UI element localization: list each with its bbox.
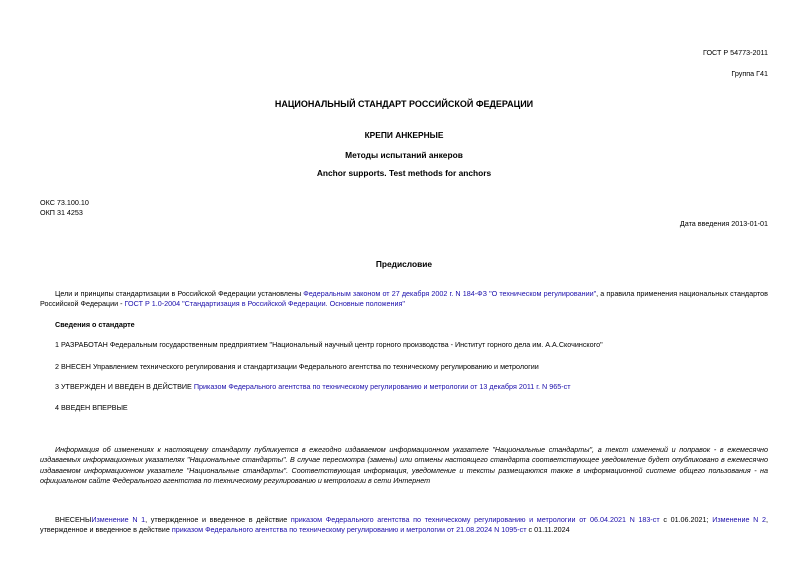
order-183-link[interactable]: приказом Федерального агентства по техническому регулированию и метрологии от 06.04.2021 N 183-ст bbox=[290, 515, 660, 524]
document-subtitle-ru: Методы испытаний анкеров bbox=[345, 150, 463, 160]
federal-law-link[interactable]: Федеральным законом от 27 декабря 2002 г. N 184-ФЗ "О техническом регулировании" bbox=[303, 289, 597, 298]
amendments-paragraph bbox=[40, 515, 768, 536]
oks-code: ОКС 73.100.10 bbox=[40, 198, 89, 207]
order-1095-link[interactable]: приказом Федерального агентства по техническому регулированию и метрологии от 21.08.2024 N 1095-ст bbox=[171, 525, 527, 535]
order-965-link[interactable]: Приказом Федерального агентства по техническому регулированию и метрологии от 13 декабря 2011 г. N 965-ст bbox=[193, 382, 571, 391]
standard-title: НАЦИОНАЛЬНЫЙ СТАНДАРТ РОССИЙСКОЙ ФЕДЕРАЦИИ bbox=[274, 99, 534, 109]
item-introduced: 4 ВВЕДЕН ВПЕРВЫЕ bbox=[55, 403, 128, 412]
changes-info-paragraph: Информация об изменениях к настоящему стандарту публикуется в ежегодно издаваемом информационном указателе "Национальные стандарты", а текст изменений и поправок - в ежемесячно издаваемых информационных указателях "Национальные стандарты". В случае пересмотра (замены) или отмены настоящего стандарта соответствующее уведомление будет опубликовано в ежемесячно издаваемом информационном указателе "Национальные стандарты". Соответствующая информация, уведомление и тексты размещаются также в информационной системе общего пользования - на официальном сайте Федерального агентства по техническому регулированию и метрологии в сети Интернет bbox=[40, 445, 768, 486]
amendment-1-link[interactable]: Изменение N 1 bbox=[91, 515, 146, 524]
amendment-2-link[interactable]: Изменение N 2 bbox=[712, 515, 767, 524]
foreword-text: , а правила применения национальных стандартов Российской Федерации - bbox=[40, 289, 768, 309]
okp-code: ОКП 31 4253 bbox=[40, 208, 83, 218]
about-standard-heading: Сведения о стандарте bbox=[55, 320, 135, 329]
standard-designation: ГОСТ Р 54773-2011 bbox=[702, 48, 768, 57]
document-page bbox=[40, 0, 768, 571]
item-submitted: 2 ВНЕСЕН Управлением технического регулирования и стандартизации Федерального агентства по техническому регулированию и метрологии bbox=[55, 362, 539, 371]
amendments-text: ВНЕСЕНЫ bbox=[55, 515, 92, 524]
amendments-text: с 01.06.2021; bbox=[659, 515, 713, 524]
classification-codes bbox=[40, 198, 89, 219]
document-subtitle-en: Anchor supports. Test methods for anchors bbox=[316, 168, 492, 178]
introduction-date: Дата введения 2013-01-01 bbox=[679, 219, 768, 228]
foreword-heading: Предисловие bbox=[375, 259, 433, 269]
amendments-text: , утвержденное и введенное в действие bbox=[40, 515, 769, 535]
foreword-text: Цели и принципы стандартизации в Российской Федерации установлены bbox=[55, 289, 304, 298]
amendments-text: , утвержденное и введенное в действие bbox=[145, 515, 291, 524]
item-approved-text: 3 УТВЕРЖДЕН И ВВЕДЕН В ДЕЙСТВИЕ bbox=[55, 382, 194, 391]
standard-group: Группа Г41 bbox=[731, 69, 768, 78]
gost-r-1-0-link[interactable]: ГОСТ Р 1.0-2004 "Стандартизация в Российской Федерации. Основные положения" bbox=[124, 299, 405, 309]
foreword-paragraph bbox=[40, 289, 768, 310]
item-developed: 1 РАЗРАБОТАН Федеральным государственным предприятием "Национальный научный центр горного производства - Институт горного дела им. А.А.Скочинского" bbox=[55, 340, 603, 349]
item-approved bbox=[55, 382, 768, 392]
document-subject: КРЕПИ АНКЕРНЫЕ bbox=[364, 130, 444, 140]
amendments-text: с 01.11.2024 bbox=[526, 525, 570, 535]
